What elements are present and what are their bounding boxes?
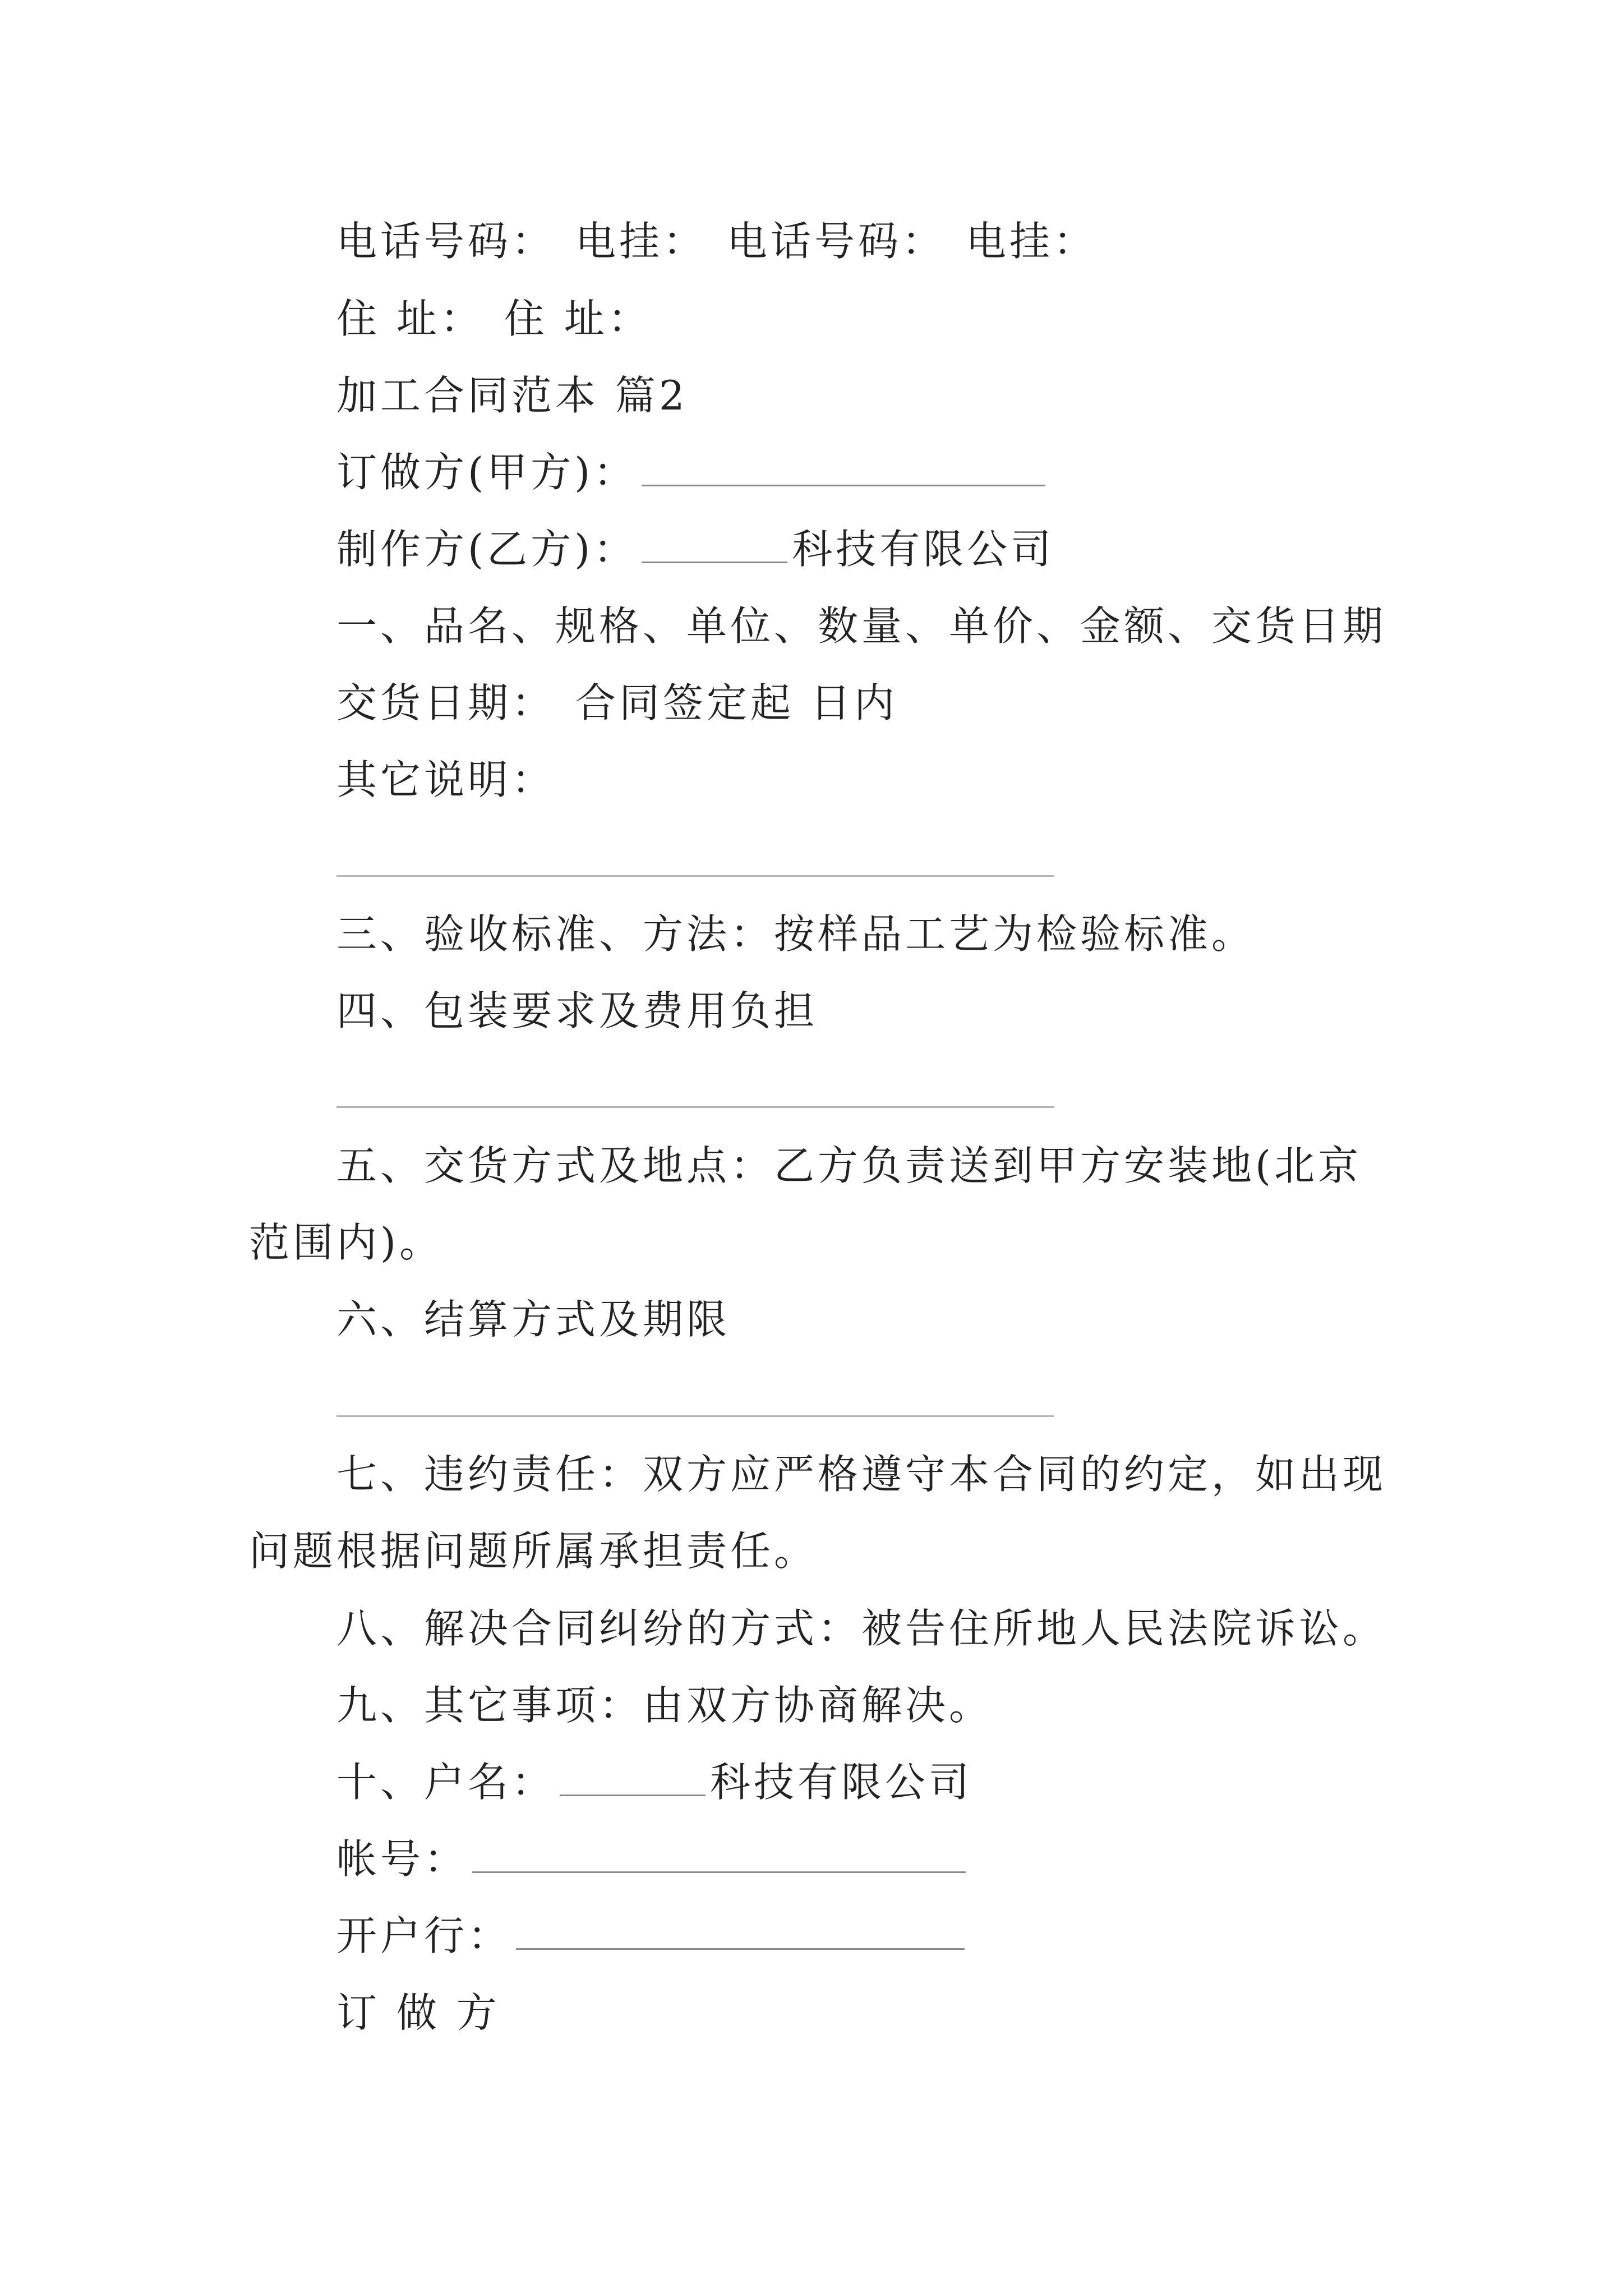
clause-7-line-1: 七、违约责任：双方应严格遵守本合同的约定，如出现 bbox=[336, 1451, 1387, 1498]
clause-6: 六、结算方式及期限 bbox=[336, 1296, 731, 1343]
clause-3: 三、验收标准、方法：按样品工艺为检验标准。 bbox=[336, 910, 1256, 958]
blank-line-2 bbox=[336, 1106, 1054, 1108]
account-label: 帐号： bbox=[336, 1835, 468, 1883]
contact-address-row bbox=[336, 293, 652, 344]
bank-label: 开户行： bbox=[336, 1912, 512, 1959]
clause-8: 八、解决合同纠纷的方式：被告住所地人民法院诉讼。 bbox=[336, 1605, 1387, 1652]
address-label-2: 住 址： bbox=[504, 295, 652, 342]
clause-10-row bbox=[336, 1757, 972, 1807]
bank-row bbox=[336, 1911, 969, 1961]
delivery-date-row bbox=[336, 678, 898, 728]
phone-label-1: 电话号码： bbox=[336, 218, 556, 265]
orderer-blank bbox=[642, 451, 1045, 486]
clause-9: 九、其它事项：由双方协商解决。 bbox=[336, 1682, 993, 1729]
blank-line-1 bbox=[336, 875, 1054, 877]
clause-5-line-2: 范围内)。 bbox=[249, 1219, 444, 1266]
orderer-row bbox=[336, 447, 1050, 498]
delivery-date-text: 合同签定起 日内 bbox=[575, 679, 898, 726]
maker-blank bbox=[642, 528, 787, 563]
contact-phone-row bbox=[336, 216, 1097, 266]
clause-4: 四、包装要求及费用负担 bbox=[336, 987, 818, 1034]
address-label-1: 住 址： bbox=[336, 295, 484, 342]
account-blank bbox=[472, 1838, 966, 1873]
phone-label-2: 电话号码： bbox=[727, 218, 946, 265]
clause-1: 一、品名、规格、单位、数量、单价、金额、交货日期 bbox=[336, 602, 1387, 650]
account-name-blank bbox=[560, 1761, 706, 1796]
maker-row bbox=[336, 524, 1054, 574]
clause-10-company: 科技有限公司 bbox=[710, 1759, 973, 1806]
clause-10-label: 十、户名： bbox=[336, 1759, 556, 1806]
fax-label-2: 电挂： bbox=[966, 218, 1098, 265]
maker-company: 科技有限公司 bbox=[792, 526, 1055, 573]
blank-line-3 bbox=[336, 1415, 1054, 1417]
signoff: 订 做 方 bbox=[336, 1989, 500, 2036]
fax-label-1: 电挂： bbox=[575, 218, 707, 265]
maker-label: 制作方(乙方)： bbox=[336, 526, 638, 573]
clause-5-line-1: 五、交货方式及地点：乙方负责送到甲方安装地(北京 bbox=[336, 1142, 1362, 1189]
delivery-date-label: 交货日期： bbox=[336, 679, 556, 726]
section-title: 加工合同范本 篇2 bbox=[336, 372, 688, 419]
clause-7-line-2: 问题根据问题所属承担责任。 bbox=[249, 1527, 818, 1575]
orderer-label: 订做方(甲方)： bbox=[336, 449, 638, 496]
other-notes: 其它说明： bbox=[336, 756, 556, 803]
bank-blank bbox=[516, 1915, 965, 1950]
account-row bbox=[336, 1834, 970, 1884]
